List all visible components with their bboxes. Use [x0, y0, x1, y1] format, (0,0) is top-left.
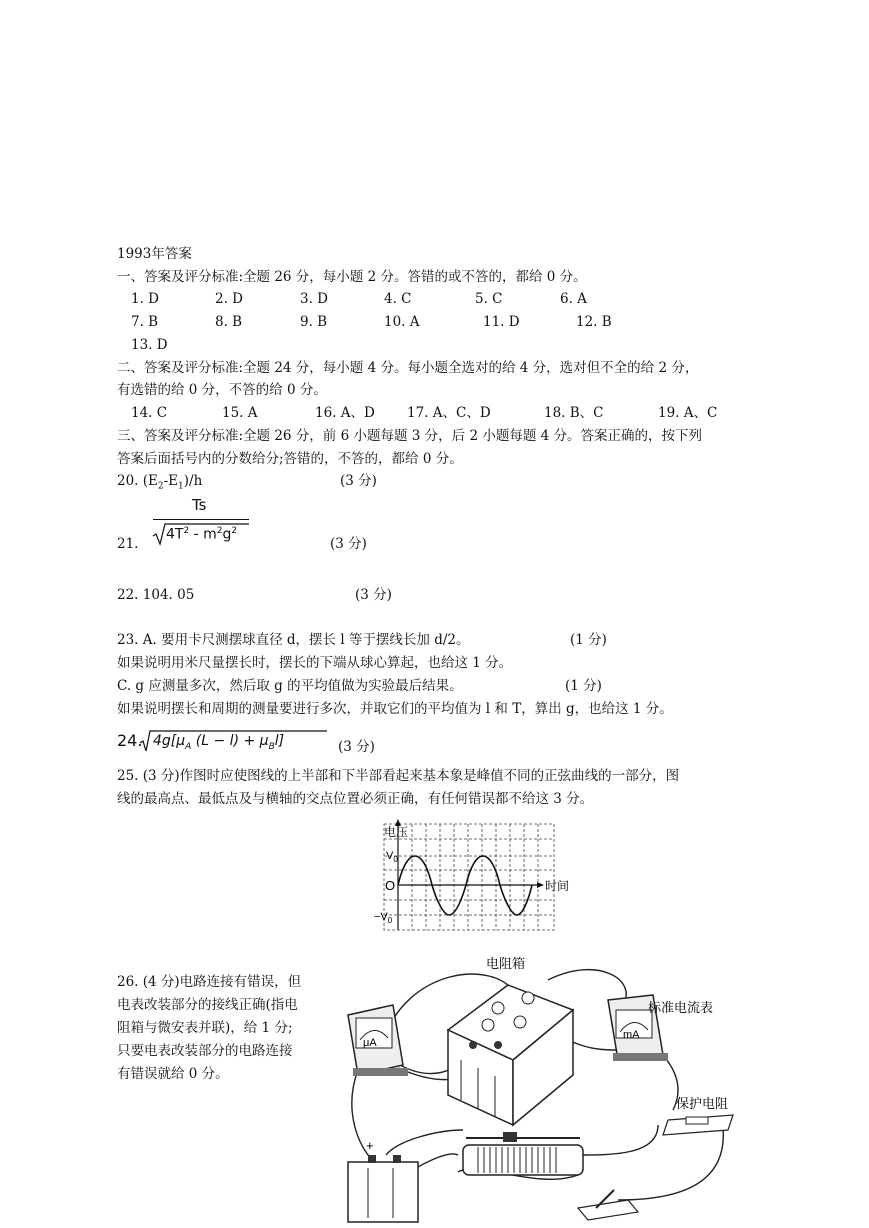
y-axis-label: 电压 — [384, 825, 409, 839]
resistor-box-label: 电阻箱 — [486, 956, 526, 971]
fraction-bar — [153, 519, 249, 520]
answer-item: 7. B — [131, 314, 159, 330]
section1-answers-row3 — [0, 336, 869, 354]
q23-note-a: 如果说明用米尺量摆长时，摆长的下端从球心算起，也给这 1 分。 — [117, 655, 513, 671]
section1-answers-row2 — [0, 313, 869, 331]
answer-item: 11. D — [483, 314, 520, 330]
q22-answer: 22. 104. 05 — [117, 587, 195, 603]
q26-text: 有错误就给 0 分。 — [117, 1066, 229, 1082]
section3-header-cont: 答案后面括号内的分数给分;答错的，不答的，都给 0 分。 — [117, 451, 463, 467]
switch-icon — [578, 1190, 638, 1220]
page-title: 1993年答案 — [117, 246, 192, 262]
q20-answer: 20. $(E_2-E_1)/h$ — [117, 473, 203, 492]
q23-score-a: (1 分) — [570, 632, 607, 648]
micro-ammeter — [348, 1005, 408, 1076]
answer-item: 16. A、D — [315, 405, 375, 421]
answer-item: 17. A、C、D — [407, 405, 491, 421]
resistor-box — [448, 956, 573, 1125]
q25-text: 25. (3 分)作图时应使图线的上半部和下半部看起来基本象是峰值不同的正弦曲线的一部分，图 — [117, 768, 680, 784]
section1-answers-row1 — [0, 290, 869, 308]
answer-item: 14. C — [131, 405, 168, 421]
origin-label: O — [385, 878, 396, 893]
q21-numerator: Ts — [192, 496, 207, 514]
q21-denominator: $4T^2 - m^2g^2$ — [166, 526, 238, 543]
section2-header: 二、答案及评分标准:全题 24 分，每小题 4 分。每小题全选对的给 4 分，选对但不全的给 2 分， — [117, 360, 699, 376]
q26-text: 只要电表改装部分的电路连接 — [117, 1043, 293, 1059]
answer-item: 19. A、C — [658, 405, 718, 421]
standard-ammeter — [608, 995, 713, 1061]
protect-resistor — [663, 1096, 733, 1135]
arrow-right-icon — [537, 882, 544, 888]
answer-item: 3. D — [300, 291, 328, 307]
answer-item: 8. B — [215, 314, 243, 330]
section3-header: 三、答案及评分标准:全题 26 分，前 6 小题每题 3 分，后 2 小题每题 4 分。答案正确的，按下列 — [117, 428, 702, 444]
rheostat-icon — [463, 1132, 583, 1175]
q21-label: 21. — [117, 536, 139, 552]
answer-item: 9. B — [300, 314, 328, 330]
answer-item: 4. C — [384, 291, 412, 307]
section1-header: 一、答案及评分标准:全题 26 分，每小题 2 分。答错的或不答的，都给 0 分。 — [117, 269, 587, 285]
x-axis-label: 时间 — [545, 879, 570, 893]
voltage-time-graph — [362, 818, 582, 934]
v0-label: $V_0$ — [386, 850, 398, 864]
answer-item: 13. D — [131, 337, 168, 353]
milli-ammeter-label: mA — [623, 1029, 640, 1041]
battery-plus-label: + — [366, 1138, 374, 1153]
answer-item: 2. D — [215, 291, 243, 307]
answer-item: 12. B — [576, 314, 612, 330]
circuit-diagram — [338, 950, 738, 1225]
q23-part-c: C. g 应测量多次，然后取 g 的平均值做为实验最后结果。 — [117, 678, 463, 694]
protect-resistor-label: 保护电阻 — [676, 1096, 729, 1111]
q23-note-c: 如果说明摆长和周期的测量要进行多次，并取它们的平均值为 l 和 T，算出 g，也给这 1 分。 — [117, 701, 673, 717]
battery-icon — [348, 1138, 418, 1222]
micro-ammeter-label: μA — [363, 1037, 377, 1049]
answer-item: 10. A — [384, 314, 420, 330]
answer-item: 1. D — [131, 291, 159, 307]
graph-grid — [384, 824, 554, 930]
section2-header-cont: 有选错的给 0 分，不答的给 0 分。 — [117, 382, 327, 398]
q23-part-a: 23. A. 要用卡尺测摆球直径 d，摆长 l 等于摆线长加 d/2。 — [117, 632, 470, 648]
answer-item: 6. A — [560, 291, 587, 307]
q23-score-c: (1 分) — [565, 678, 602, 694]
answer-item: 5. C — [475, 291, 503, 307]
q26-text: 电表改装部分的接线正确(指电 — [117, 997, 298, 1013]
q21-score: (3 分) — [330, 536, 367, 552]
q21-fraction — [151, 496, 251, 550]
q24-score: (3 分) — [338, 739, 375, 755]
q20-score: (3 分) — [340, 473, 377, 489]
standard-ammeter-label: 标准电流表 — [648, 1000, 714, 1015]
section2-answers-row — [0, 404, 869, 422]
neg-v0-label: $-V_0$ — [374, 911, 393, 925]
q26-text: 阻箱与微安表并联)，给 1 分; — [117, 1020, 293, 1036]
answer-item: 18. B、C — [544, 405, 604, 421]
q25-text-cont: 线的最高点、最低点及与横轴的交点位置必须正确，有任何错误都不给这 3 分。 — [117, 791, 594, 807]
q22-score: (3 分) — [355, 587, 392, 603]
q26-text: 26. (4 分)电路连接有错误，但 — [117, 974, 302, 990]
answer-item: 15. A — [222, 405, 258, 421]
